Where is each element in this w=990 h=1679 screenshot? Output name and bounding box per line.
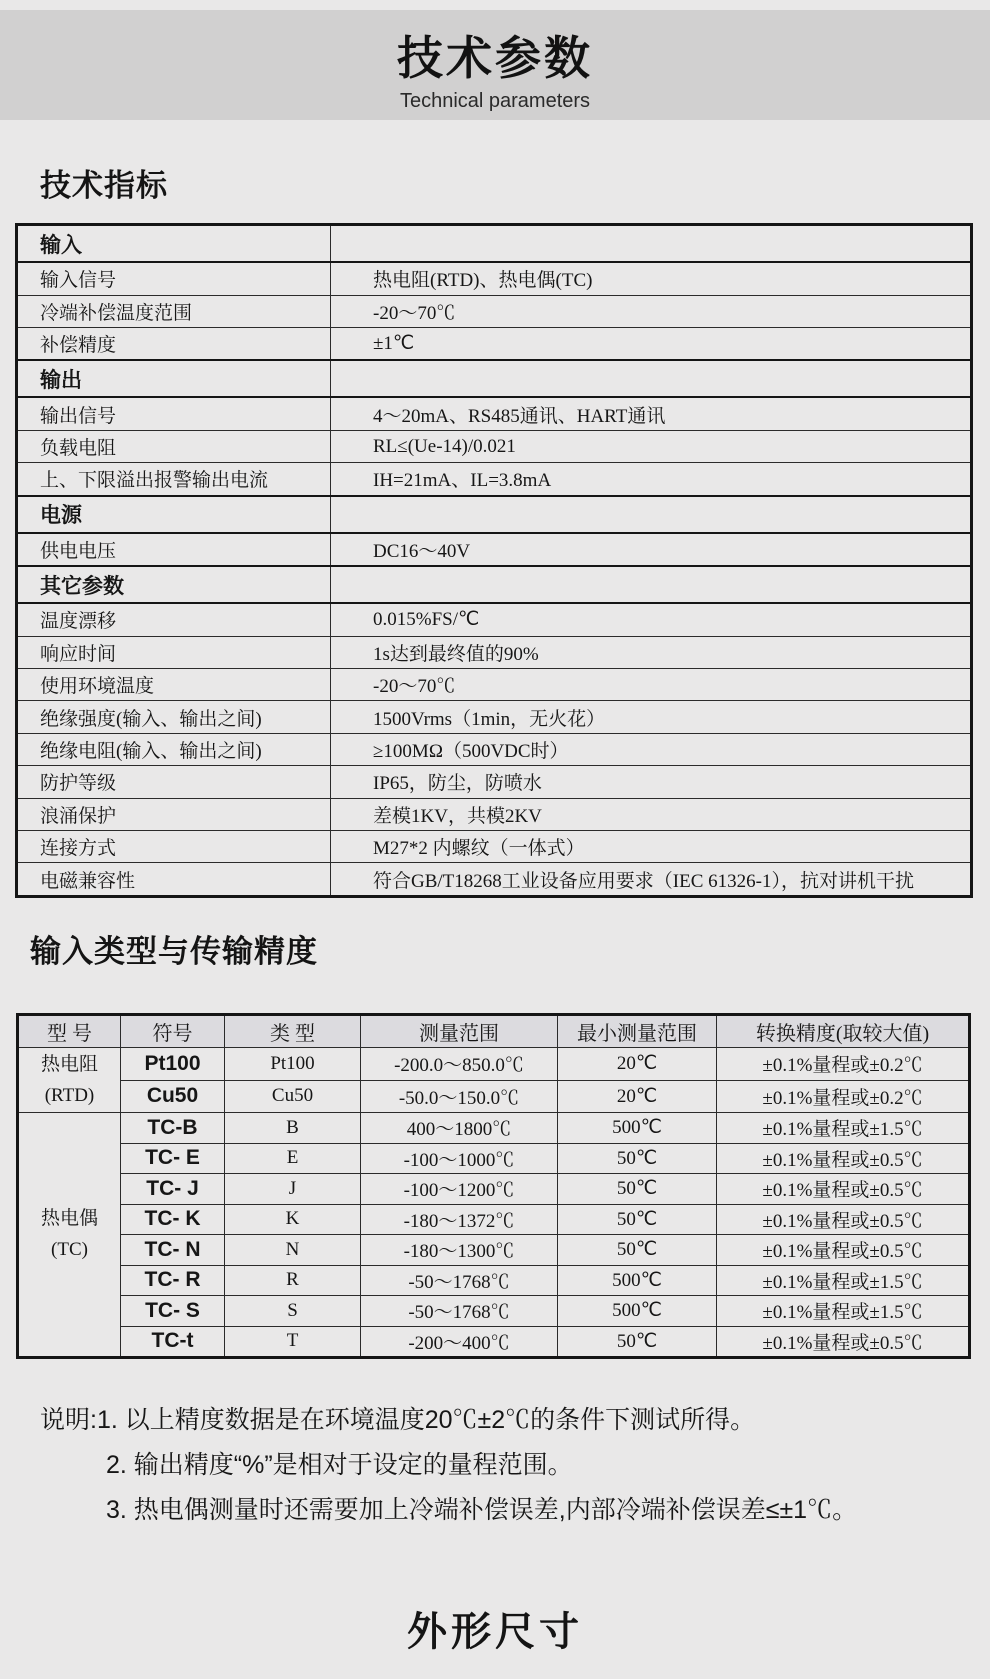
- types-symbol-cell: TC- R: [121, 1265, 225, 1296]
- spec-label-cell: 电源: [17, 496, 331, 533]
- input-types-header-row: [18, 1015, 970, 1048]
- types-min_range-cell: 20℃: [558, 1080, 717, 1113]
- types-model-line: (RTD): [44, 1085, 95, 1106]
- types-range-cell: 400～1800℃: [361, 1113, 558, 1144]
- spec-value-cell: [331, 360, 972, 397]
- note-line: 说明:1. 以上精度数据是在环境温度20℃±2℃的条件下测试所得。: [40, 1406, 756, 1434]
- spec-value-cell: 热电阻(RTD)、热电偶(TC): [331, 262, 972, 295]
- types-min_range-cell: 50℃: [558, 1174, 717, 1205]
- input-types-table: [16, 1013, 971, 1359]
- spec-value-cell: [331, 225, 972, 263]
- spec-item-row: [17, 798, 972, 830]
- types-symbol-cell: TC- K: [121, 1204, 225, 1235]
- types-data-row: [18, 1174, 970, 1205]
- spec-label-cell: 冷端补偿温度范围: [17, 295, 331, 327]
- types-accuracy-cell: ±0.1%量程或±0.5℃: [717, 1326, 970, 1357]
- spec-item-row: [17, 295, 972, 327]
- spec-label-cell: 响应时间: [17, 636, 331, 668]
- note-line: 2. 输出精度“%”是相对于设定的量程范围。: [106, 1451, 573, 1479]
- spec-item-row: [17, 701, 972, 733]
- page-subtitle: Technical parameters: [399, 90, 591, 112]
- types-accuracy-cell: ±0.1%量程或±0.5℃: [717, 1174, 970, 1205]
- types-symbol-cell: TC- J: [121, 1174, 225, 1205]
- types-range-cell: -100～1000℃: [361, 1143, 558, 1174]
- spec-item-row: [17, 766, 972, 798]
- spec-label-cell: 使用环境温度: [17, 669, 331, 701]
- types-min_range-cell: 500℃: [558, 1296, 717, 1327]
- types-column-header: 型 号: [18, 1015, 121, 1048]
- spec-label-cell: 供电电压: [17, 533, 331, 567]
- types-range-cell: -200～400℃: [361, 1326, 558, 1357]
- spec-label-cell: 其它参数: [17, 566, 331, 603]
- types-data-row: [18, 1326, 970, 1357]
- types-column-header: 符号: [121, 1015, 225, 1048]
- types-min_range-cell: 500℃: [558, 1265, 717, 1296]
- types-model-group-cell: [18, 1113, 121, 1358]
- spec-section-row: [17, 566, 972, 603]
- spec-section-row: [17, 496, 972, 533]
- types-type-cell: N: [225, 1235, 361, 1266]
- types-data-row: [18, 1265, 970, 1296]
- spec-item-row: [17, 327, 972, 360]
- types-accuracy-cell: ±0.1%量程或±1.5℃: [717, 1296, 970, 1327]
- spec-value-cell: -20～70℃: [331, 295, 972, 327]
- types-type-cell: B: [225, 1113, 361, 1144]
- types-type-cell: Cu50: [225, 1080, 361, 1113]
- types-range-cell: -50.0～150.0℃: [361, 1080, 558, 1113]
- spec-value-cell: RL≤(Ue-14)/0.021: [331, 430, 972, 462]
- types-symbol-cell: Cu50: [121, 1080, 225, 1113]
- spec-label-cell: 连接方式: [17, 830, 331, 862]
- types-model-line: (TC): [51, 1239, 88, 1261]
- types-symbol-cell: TC- N: [121, 1235, 225, 1266]
- types-range-cell: -200.0～850.0℃: [361, 1048, 558, 1081]
- spec-value-cell: ±1℃: [331, 327, 972, 360]
- types-symbol-cell: TC- E: [121, 1143, 225, 1174]
- types-model-line: 热电阻: [40, 1054, 98, 1075]
- types-range-cell: -100～1200℃: [361, 1174, 558, 1205]
- section-heading-technical-indicators: 技术指标: [40, 168, 168, 203]
- types-symbol-cell: Pt100: [121, 1048, 225, 1081]
- types-min_range-cell: 50℃: [558, 1326, 717, 1357]
- types-accuracy-cell: ±0.1%量程或±1.5℃: [717, 1265, 970, 1296]
- types-accuracy-cell: ±0.1%量程或±0.5℃: [717, 1235, 970, 1266]
- spec-item-row: [17, 830, 972, 862]
- spec-item-row: [17, 669, 972, 701]
- types-column-header: 类 型: [225, 1015, 361, 1048]
- types-symbol-cell: TC-t: [121, 1326, 225, 1357]
- types-column-header: 测量范围: [361, 1015, 558, 1048]
- types-model-group-cell: [18, 1048, 121, 1113]
- spec-value-cell: -20～70℃: [331, 669, 972, 701]
- types-column-header: 最小测量范围: [558, 1015, 717, 1048]
- spec-label-cell: 输出: [17, 360, 331, 397]
- spec-value-cell: 1500Vrms（1min，无火花）: [331, 701, 972, 733]
- types-range-cell: -180～1300℃: [361, 1235, 558, 1266]
- types-data-row: [18, 1143, 970, 1174]
- types-min_range-cell: 20℃: [558, 1048, 717, 1081]
- types-type-cell: E: [225, 1143, 361, 1174]
- types-data-row: [18, 1204, 970, 1235]
- spec-item-row: [17, 430, 972, 462]
- spec-label-cell: 负载电阻: [17, 430, 331, 462]
- types-min_range-cell: 50℃: [558, 1204, 717, 1235]
- spec-item-row: [17, 463, 972, 496]
- types-range-cell: -180～1372℃: [361, 1204, 558, 1235]
- spec-value-cell: [331, 566, 972, 603]
- spec-value-cell: 差模1KV，共模2KV: [331, 798, 972, 830]
- types-type-cell: J: [225, 1174, 361, 1205]
- types-type-cell: S: [225, 1296, 361, 1327]
- spec-label-cell: 补偿精度: [17, 327, 331, 360]
- spec-value-cell: IH=21mA、IL=3.8mA: [331, 463, 972, 496]
- types-column-header: 转换精度(取较大值): [717, 1015, 970, 1048]
- spec-label-cell: 浪涌保护: [17, 798, 331, 830]
- types-type-cell: K: [225, 1204, 361, 1235]
- spec-value-cell: 4～20mA、RS485通讯、HART通讯: [331, 397, 972, 430]
- spec-item-row: [17, 603, 972, 636]
- types-data-row: [18, 1296, 970, 1327]
- types-min_range-cell: 50℃: [558, 1143, 717, 1174]
- page-header-banner: [0, 10, 990, 120]
- spec-label-cell: 电磁兼容性: [17, 863, 331, 897]
- types-range-cell: -50～1768℃: [361, 1296, 558, 1327]
- types-data-row: [18, 1080, 970, 1113]
- spec-item-row: [17, 863, 972, 897]
- spec-value-cell: 符合GB/T18268工业设备应用要求（IEC 61326-1），抗对讲机干扰: [331, 863, 972, 897]
- notes: [40, 1398, 960, 1533]
- spec-label-cell: 绝缘强度(输入、输出之间): [17, 701, 331, 733]
- spec-item-row: [17, 636, 972, 668]
- note-line: 3. 热电偶测量时还需要加上冷端补偿误差,内部冷端补偿误差≤±1℃。: [106, 1496, 858, 1524]
- spec-item-row: [17, 533, 972, 567]
- spec-value-cell: 1s达到最终值的90%: [331, 636, 972, 668]
- spec-item-row: [17, 397, 972, 430]
- spec-item-row: [17, 733, 972, 765]
- spec-label-cell: 温度漂移: [17, 603, 331, 636]
- spec-value-cell: DC16～40V: [331, 533, 972, 567]
- types-range-cell: -50～1768℃: [361, 1265, 558, 1296]
- types-data-row: [18, 1048, 970, 1081]
- spec-label-cell: 输入信号: [17, 262, 331, 295]
- types-accuracy-cell: ±0.1%量程或±0.5℃: [717, 1204, 970, 1235]
- types-min_range-cell: 500℃: [558, 1113, 717, 1144]
- spec-label-cell: 上、下限溢出报警输出电流: [17, 463, 331, 496]
- types-accuracy-cell: ±0.1%量程或±0.2℃: [717, 1080, 970, 1113]
- spec-value-cell: M27*2 内螺纹（一体式）: [331, 830, 972, 862]
- types-type-cell: T: [225, 1326, 361, 1357]
- spec-section-row: [17, 225, 972, 263]
- spec-label-cell: 输出信号: [17, 397, 331, 430]
- spec-label-cell: 输入: [17, 225, 331, 263]
- spec-section-row: [17, 360, 972, 397]
- spec-label-cell: 防护等级: [17, 766, 331, 798]
- types-min_range-cell: 50℃: [558, 1235, 717, 1266]
- page-title: 技术参数: [397, 32, 593, 84]
- types-type-cell: R: [225, 1265, 361, 1296]
- types-type-cell: Pt100: [225, 1048, 361, 1081]
- spec-item-row: [17, 262, 972, 295]
- spec-value-cell: [331, 496, 972, 533]
- types-data-row: [18, 1113, 970, 1144]
- technical-indicators-table: [15, 223, 973, 898]
- types-accuracy-cell: ±0.1%量程或±0.2℃: [717, 1048, 970, 1081]
- types-accuracy-cell: ±0.1%量程或±1.5℃: [717, 1113, 970, 1144]
- types-model-line: 热电偶: [40, 1208, 98, 1230]
- spec-value-cell: ≥100MΩ（500VDC时）: [331, 733, 972, 765]
- section-heading-dimensions: 外形尺寸: [407, 1610, 583, 1654]
- types-symbol-cell: TC-B: [121, 1113, 225, 1144]
- section-heading-input-types: 输入类型与传输精度: [30, 934, 318, 969]
- spec-value-cell: 0.015%FS/℃: [331, 603, 972, 636]
- types-data-row: [18, 1235, 970, 1266]
- spec-value-cell: IP65，防尘，防喷水: [331, 766, 972, 798]
- types-symbol-cell: TC- S: [121, 1296, 225, 1327]
- spec-label-cell: 绝缘电阻(输入、输出之间): [17, 733, 331, 765]
- types-accuracy-cell: ±0.1%量程或±0.5℃: [717, 1143, 970, 1174]
